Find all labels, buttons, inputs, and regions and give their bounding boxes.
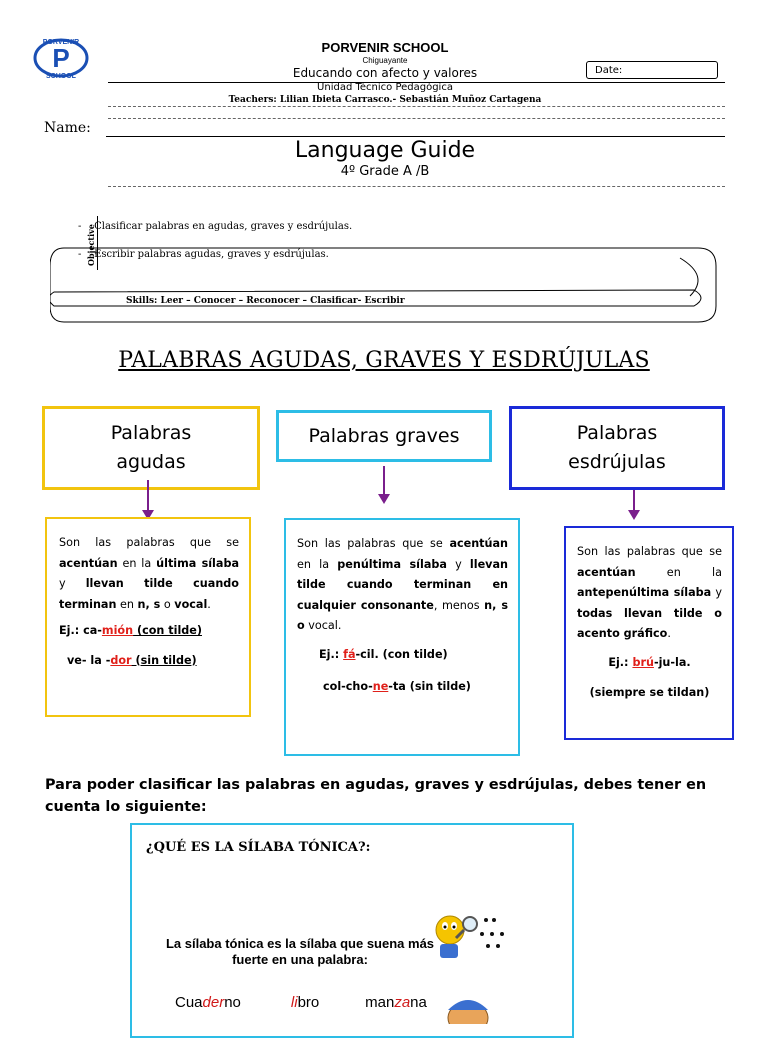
school-name: PORVENIR SCHOOL — [321, 40, 449, 55]
guide-title: Language Guide — [294, 138, 476, 163]
esdrujulas-definition-box — [564, 526, 734, 740]
objective-item — [78, 249, 329, 260]
character-icon — [440, 988, 496, 1024]
instruction-text: Para poder clasificar las palabras en agudas, graves y esdrújulas, debes tener en cuenta lo siguiente: — [45, 777, 707, 815]
name-input-line[interactable] — [106, 136, 725, 137]
silaba-tonica-examples — [175, 994, 427, 1011]
agudas-definition: Son las palabras que se acentúan en la última sílaba y llevan tilde cuando terminan en n, s o vocal. — [59, 536, 239, 611]
dashed-rule — [108, 118, 725, 119]
school-motto: Educando con afecto y valores — [292, 66, 478, 80]
esdrujulas-example-1: Ej.: brú-ju-la. — [608, 655, 691, 669]
example-word: libro — [290, 994, 320, 1011]
esdrujulas-definition: Son las palabras que se acentúan en la antepenúltima sílaba y todas llevan tilde o acento gráfico. — [577, 545, 722, 640]
school-city: Chiguayante — [362, 56, 408, 65]
date-field[interactable] — [586, 61, 718, 79]
department-name: Unidad Técnico Pedagógica — [317, 82, 453, 93]
objective-text: Escribir palabras agudas, graves y esdrújulas. — [94, 249, 329, 260]
agudas-heading-line-2: agudas — [116, 451, 186, 473]
objective-text: Clasificar palabras en agudas, graves y esdrújulas. — [94, 221, 353, 232]
name-label: Name: — [44, 120, 91, 136]
date-label: Date: — [595, 65, 623, 76]
objective-item — [78, 221, 352, 232]
skills-line: Skills: Leer – Conocer – Reconocer – Clasificar- Escribir — [126, 296, 405, 306]
down-arrow-icon — [627, 490, 641, 524]
objective-label: Objective — [86, 224, 96, 266]
agudas-heading-line-1: Palabras — [110, 422, 192, 444]
graves-example-2: col-cho-ne-ta (sin tilde) — [323, 680, 471, 693]
objective-bullet: - — [78, 221, 82, 232]
example-word: Cuaderno — [175, 994, 241, 1011]
esdrujulas-heading-line-2: esdrújulas — [568, 451, 666, 473]
dashed-rule — [108, 186, 725, 187]
agudas-example-1: Ej.: ca-mión (con tilde) — [59, 624, 202, 637]
school-logo — [32, 34, 90, 80]
agudas-heading-box — [42, 406, 260, 490]
guide-grade: 4º Grade A /B — [340, 164, 430, 179]
agudas-definition-box — [45, 517, 251, 717]
agudas-example-2: ve- la -dor (sin tilde) — [67, 653, 197, 667]
esdrujulas-heading-box — [509, 406, 725, 490]
graves-definition: Son las palabras que se acentúan en la penúltima sílaba y llevan tilde cuando terminan en cualquier consonante, menos n, s o vocal. — [297, 537, 508, 632]
logo-bottom-text: SCHOOL — [46, 73, 76, 80]
down-arrow-icon — [377, 466, 391, 508]
graves-example-1: Ej.: fá-cil. (con tilde) — [319, 647, 448, 661]
objective-bullet: - — [78, 249, 82, 260]
graves-heading-box — [276, 410, 492, 462]
logo-top-text: PORVENIR — [42, 39, 80, 46]
teachers-line: Teachers: Lilian Ibieta Carrasco.- Sebastián Muñoz Cartagena — [228, 95, 542, 105]
logo-letter: P — [52, 43, 70, 73]
magnifier-character-icon — [432, 904, 510, 964]
esdrujulas-heading-line-1: Palabras — [576, 422, 658, 444]
graves-definition-box — [284, 518, 520, 756]
dashed-rule — [108, 106, 725, 107]
esdrujulas-example-2: (siempre se tildan) — [589, 686, 710, 699]
section-title: PALABRAS AGUDAS, GRAVES Y ESDRÚJULAS — [118, 348, 650, 373]
example-word: manzana — [365, 994, 427, 1011]
graves-heading: Palabras graves — [308, 424, 460, 447]
silaba-tonica-title: ¿QUÉ ES LA SÍLABA TÓNICA?: — [146, 840, 371, 855]
silaba-tonica-definition: La sílaba tónica es la sílaba que suena más fuerte en una palabra: — [165, 936, 435, 967]
